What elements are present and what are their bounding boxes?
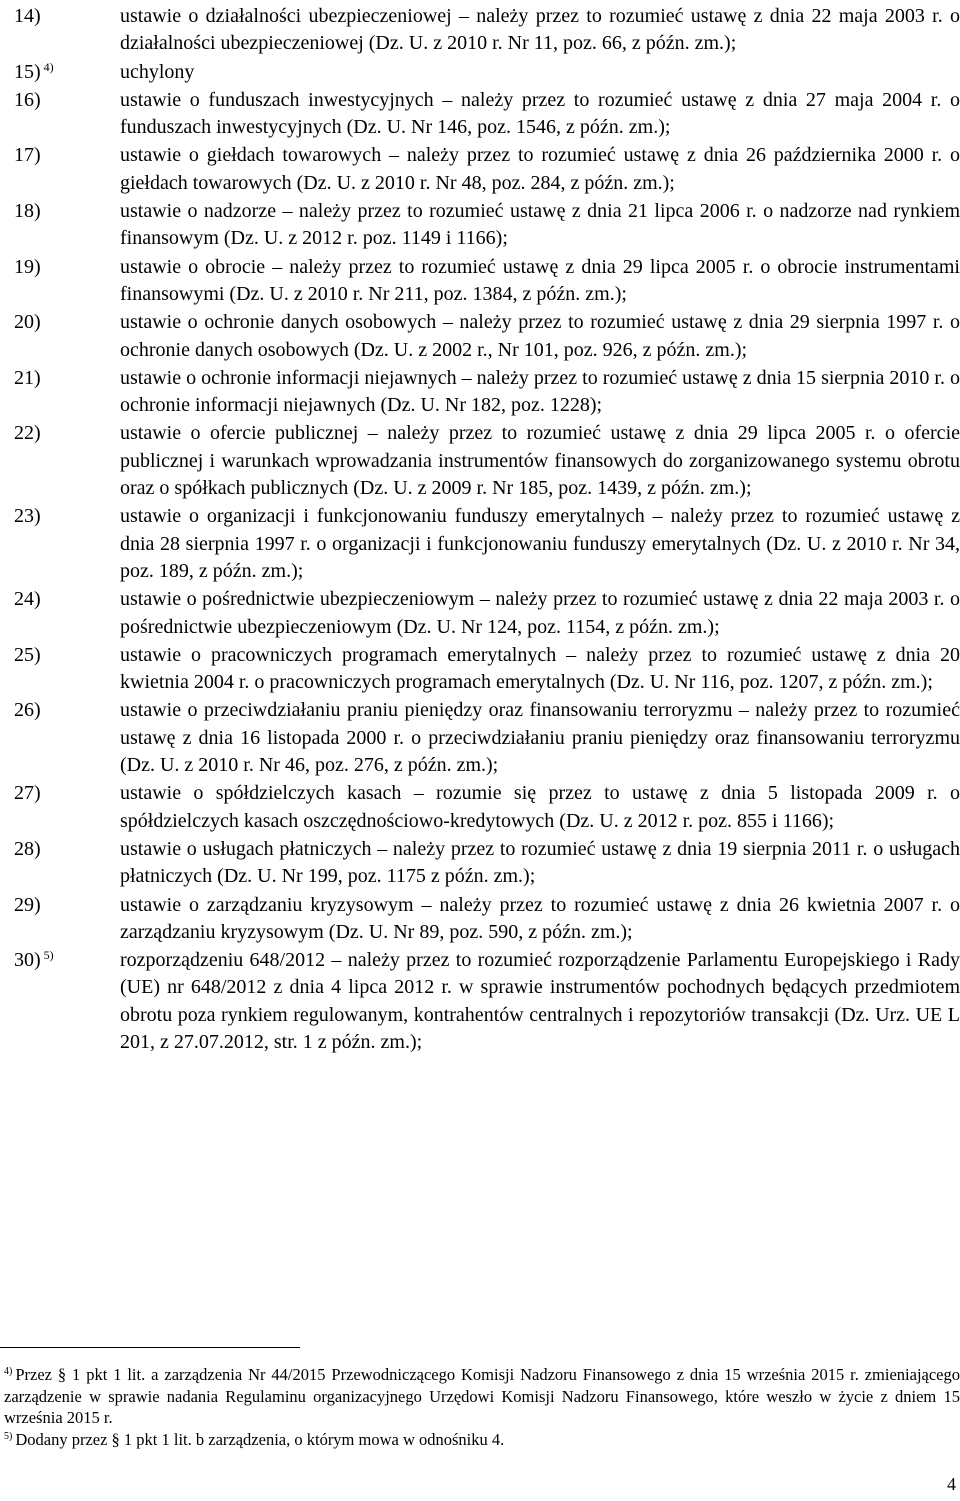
item-number: 22) — [14, 422, 41, 445]
item-number: 26) — [14, 699, 41, 722]
definition-item-30 — [14, 947, 960, 1056]
item-number: 16) — [14, 88, 41, 111]
definitions-list — [14, 3, 960, 1057]
item-text: ustawie o ochronie informacji niejawnych – należy przez to rozumieć ustawę z dnia 15 sierpnia 2010 r. o ochronie informacji niejawnych (Dz. U. Nr 182, poz. 1228); — [120, 366, 960, 417]
definition-item-21 — [14, 365, 960, 420]
item-text: ustawie o obrocie – należy przez to rozumieć ustawę z dnia 29 lipca 2005 r. o obrocie instrumentami finansowymi (Dz. U. z 2010 r. Nr 211, poz. 1384, z późn. zm.); — [120, 255, 960, 305]
footnotes — [4, 1364, 960, 1450]
definition-item-22 — [14, 420, 960, 502]
item-text: ustawie o pośrednictwie ubezpieczeniowym – należy przez to rozumieć ustawę z dnia 22 maja 2003 r. o pośrednictwie ubezpieczeniowym (Dz. U. Nr 124, poz. 1154, z późn. zm.); — [120, 588, 960, 638]
item-number: 20) — [14, 311, 41, 334]
footnote-separator — [0, 1347, 300, 1348]
item-text: ustawie o organizacji i funkcjonowaniu funduszy emerytalnych – należy przez to rozumieć ustawę z dnia 28 sierpnia 1997 r. o organizacji i funkcjonowaniu funduszy emerytalnych (Dz. U. z 2010 r. Nr 34, poz. 189, z późn. zm.); — [120, 505, 960, 582]
item-number: 30) $^{5)}$ — [14, 948, 54, 972]
definition-item-17 — [14, 142, 960, 197]
item-text: ustawie o pracowniczych programach emerytalnych – należy przez to rozumieć ustawę z dnia 20 kwietnia 2004 r. o pracowniczych programach emerytalnych (Dz. U. Nr 116, poz. 1207, z późn. zm.); — [120, 643, 960, 694]
footnote-ref-5[interactable]: 5) — [43, 948, 54, 963]
item-text: ustawie o ofercie publicznej – należy przez to rozumieć ustawę z dnia 29 lipca 2005 r. o ofercie publicznej i warunkach wprowadzania instrumentów finansowych do zorganizowanego systemu obrotu oraz o spółkach publicznych (Dz. U. z 2009 r. Nr 185, poz. 1439, z późn. zm.); — [120, 422, 960, 500]
item-number: 25) — [14, 643, 41, 666]
definition-item-16 — [14, 87, 960, 142]
item-number: 15) $^{4)}$ — [14, 59, 54, 83]
page-number: 4 — [947, 1474, 956, 1494]
definition-item-19 — [14, 254, 960, 309]
item-text: ustawie o zarządzaniu kryzysowym – należy przez to rozumieć ustawę z dnia 26 kwietnia 2007 r. o zarządzaniu kryzysowym (Dz. U. Nr 89, poz. 590, z późn. zm.); — [120, 893, 960, 943]
definition-item-26 — [14, 697, 960, 779]
footnote-mark: 5) — [4, 1430, 13, 1442]
footnote-5 — [4, 1429, 960, 1451]
definition-item-15 — [14, 59, 960, 86]
item-number: 18) — [14, 200, 41, 223]
item-text: ustawie o nadzorze – należy przez to rozumieć ustawę z dnia 21 lipca 2006 r. o nadzorze nad rynkiem finansowym (Dz. U. z 2012 r. poz. 1149 i 1166); — [120, 200, 960, 250]
footnote-text: Przez § 1 pkt 1 lit. a zarządzenia Nr 44/2015 Przewodniczącego Komisji Nadzoru Finansowego z dnia 15 września 2015 r. zmieniającego zarządzenie w sprawie nadania Regulaminu organizacyjnego Urzędowi Komisji Nadzoru Finansowego, które weszło w życie z dniem 15 września 2015 r. — [4, 1365, 960, 1428]
footnote-mark: 4) — [4, 1366, 13, 1377]
definition-item-20 — [14, 309, 960, 364]
item-number: 29) — [14, 893, 41, 916]
item-number: 14) — [14, 5, 41, 27]
item-number: 27) — [14, 782, 41, 805]
item-text: ustawie o giełdach towarowych – należy przez to rozumieć ustawę z dnia 26 października 2000 r. o giełdach towarowych (Dz. U. z 2010 r. Nr 48, poz. 284, z późn. zm.); — [120, 144, 960, 194]
item-number: 24) — [14, 588, 41, 611]
item-number: 19) — [14, 255, 41, 278]
item-number: 21) — [14, 366, 41, 389]
definition-item-14 — [14, 3, 960, 58]
footnote-text: Dodany przez § 1 pkt 1 lit. b zarządzenia, o którym mowa w odnośniku 4. — [15, 1429, 505, 1449]
definition-item-23 — [14, 503, 960, 585]
item-text: ustawie o usługach płatniczych – należy przez to rozumieć ustawę z dnia 19 sierpnia 2011 r. o usługach płatniczych (Dz. U. Nr 199, poz. 1175 z późn. zm.); — [120, 837, 960, 888]
definition-item-25 — [14, 642, 960, 697]
definition-item-28 — [14, 836, 960, 891]
item-text: ustawie o działalności ubezpieczeniowej – należy przez to rozumieć ustawę z dnia 22 maja 2003 r. o działalności ubezpieczeniowej (Dz. U. z 2010 r. Nr 11, poz. 66, z późn. zm.); — [120, 5, 960, 55]
item-number: 23) — [14, 505, 41, 528]
item-text: uchylony — [120, 60, 195, 83]
item-text: ustawie o funduszach inwestycyjnych – należy przez to rozumieć ustawę z dnia 27 maja 2004 r. o funduszach inwestycyjnych (Dz. U. Nr 146, poz. 1546, z późn. zm.); — [120, 88, 960, 139]
item-number: 17) — [14, 144, 41, 167]
item-text: rozporządzeniu 648/2012 – należy przez to rozumieć rozporządzenie Parlamentu Europejskiego i Rady (UE) nr 648/2012 z dnia 4 lipca 2012 r. w sprawie instrumentów pochodnych będących przedmiotem obrotu poza rynkiem regulowanym, kontrahentów centralnych i repozytoriów transakcji (Dz. Urz. UE L 201, z 27.07.2012, str. 1 z późn. zm.); — [120, 949, 960, 1053]
item-number: 28) — [14, 837, 41, 860]
definition-item-18 — [14, 198, 960, 253]
definition-item-24 — [14, 586, 960, 641]
item-text: ustawie o spółdzielczych kasach – rozumie się przez to ustawę z dnia 5 listopada 2009 r. o spółdzielczych kasach oszczędnościowo-kredytowych (Dz. U. z 2012 r. poz. 855 i 1166); — [120, 782, 960, 832]
footnote-ref-4[interactable]: 4) — [43, 59, 54, 74]
footnote-4 — [4, 1364, 960, 1429]
definition-item-27 — [14, 780, 960, 835]
item-text: ustawie o ochronie danych osobowych – należy przez to rozumieć ustawę z dnia 29 sierpnia 1997 r. o ochronie danych osobowych (Dz. U. z 2002 r., Nr 101, poz. 926, z późn. zm.); — [120, 311, 960, 361]
definition-item-29 — [14, 892, 960, 947]
item-text: ustawie o przeciwdziałaniu praniu pieniędzy oraz finansowaniu terroryzmu – należy przez to rozumieć ustawę z dnia 16 listopada 2000 r. o przeciwdziałaniu praniu pieniędzy oraz finansowaniu terroryzmu (Dz. U. z 2010 r. Nr 46, poz. 276, z późn. zm.); — [120, 699, 960, 777]
